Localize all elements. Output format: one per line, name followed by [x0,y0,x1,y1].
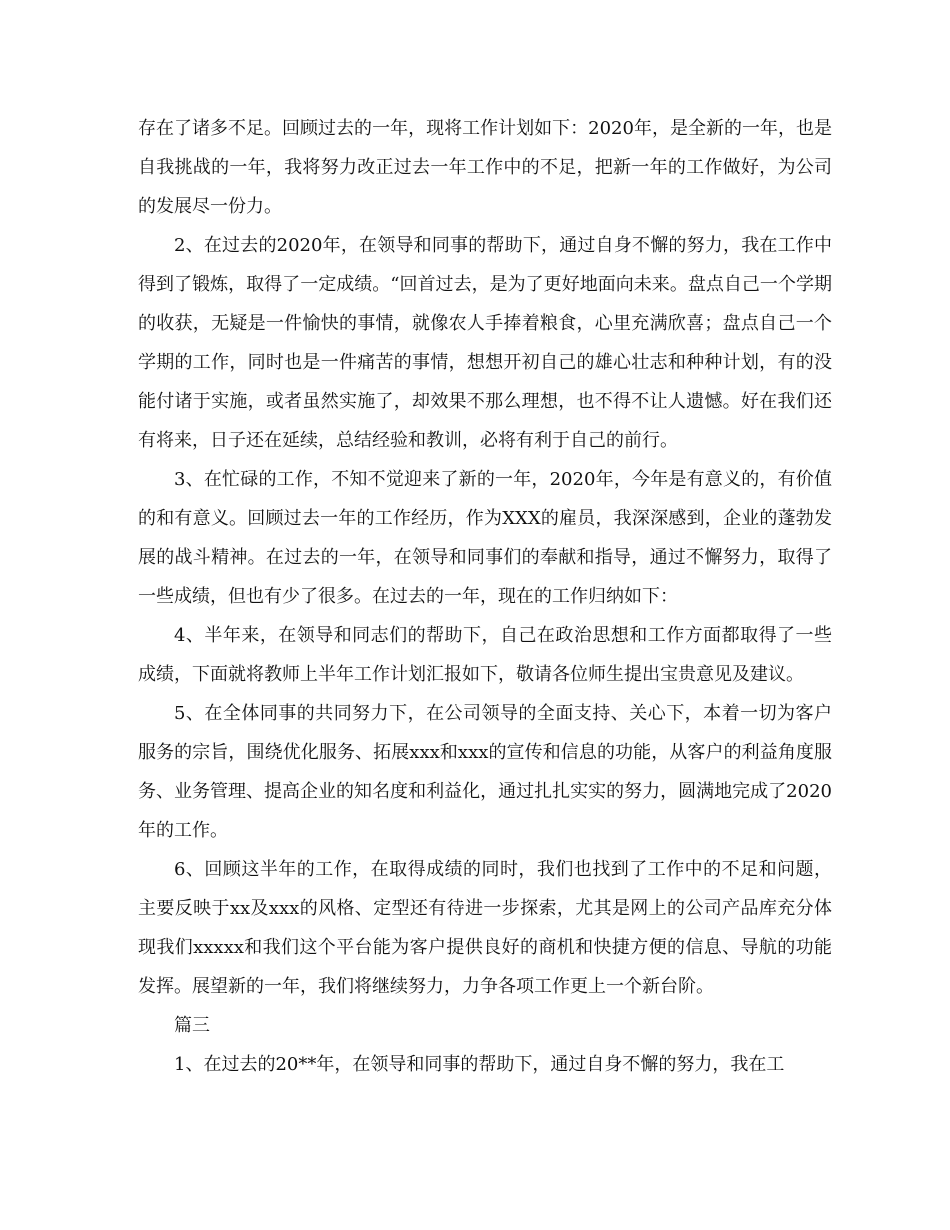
paragraph-item-5: 5、在全体同事的共同努力下，在公司领导的全面支持、关心下，本着一切为客户服务的宗旨，围绕优化服务、拓展xxx和xxx的宣传和信息的功能，从客户的利益角度服务、业务管理、提高企业的知名度和利益化，通过扎扎实实的努力，圆满地完成了2020年的工作。 [138,703,832,841]
paragraph-continuation: 存在了诸多不足。回顾过去的一年，现将工作计划如下：2020年，是全新的一年，也是自我挑战的一年，我将努力改正过去一年工作中的不足，把新一年的工作做好，为公司的发展尽一份力。 [138,118,832,217]
paragraph-item-3: 3、在忙碌的工作，不知不觉迎来了新的一年，2020年，今年是有意义的，有价值的和有意义。回顾过去一年的工作经历，作为XXX的雇员，我深深感到，企业的蓬勃发展的战斗精神。在过去的一年，在领导和同事们的奉献和指导，通过不懈努力，取得了一些成绩，但也有少了很多。在过去的一年，现在的工作归纳如下： [138,469,832,607]
paragraph-item-2: 2、在过去的2020年，在领导和同事的帮助下，通过自身不懈的努力，我在工作中得到了锻炼，取得了一定成绩。“回首过去，是为了更好地面向未来。盘点自己一个学期的收获，无疑是一件愉快的事情，就像农人手捧着粮食，心里充满欣喜；盘点自己一个学期的工作，同时也是一件痛苦的事情，想想开初自己的雄心壮志和种种计划，有的没能付诸于实施，或者虽然实施了，却效果不那么理想，也不得不让人遗憾。好在我们还有将来，日子还在延续，总结经验和教训，必将有利于自己的前行。 [138,235,832,451]
paragraph-item-4: 4、半年来，在领导和同志们的帮助下，自己在政治思想和工作方面都取得了一些成绩，下面就将教师上半年工作计划汇报如下，敬请各位师生提出宝贵意见及建议。 [138,625,832,685]
section-heading: 篇三 [174,1015,210,1036]
paragraph-item-1: 1、在过去的20**年，在领导和同事的帮助下，通过自身不懈的努力，我在工 [174,1054,785,1075]
paragraph-item-6: 6、回顾这半年的工作，在取得成绩的同时，我们也找到了工作中的不足和问题，主要反映于xx及xxx的风格、定型还有待进一步探索，尤其是网上的公司产品库充分体现我们xxxxx和我们这个平台能为客户提供良好的商机和快捷方便的信息、导航的功能发挥。展望新的一年，我们将继续努力，力争各项工作更上一个新台阶。 [138,859,832,997]
document-body [138,109,832,1084]
